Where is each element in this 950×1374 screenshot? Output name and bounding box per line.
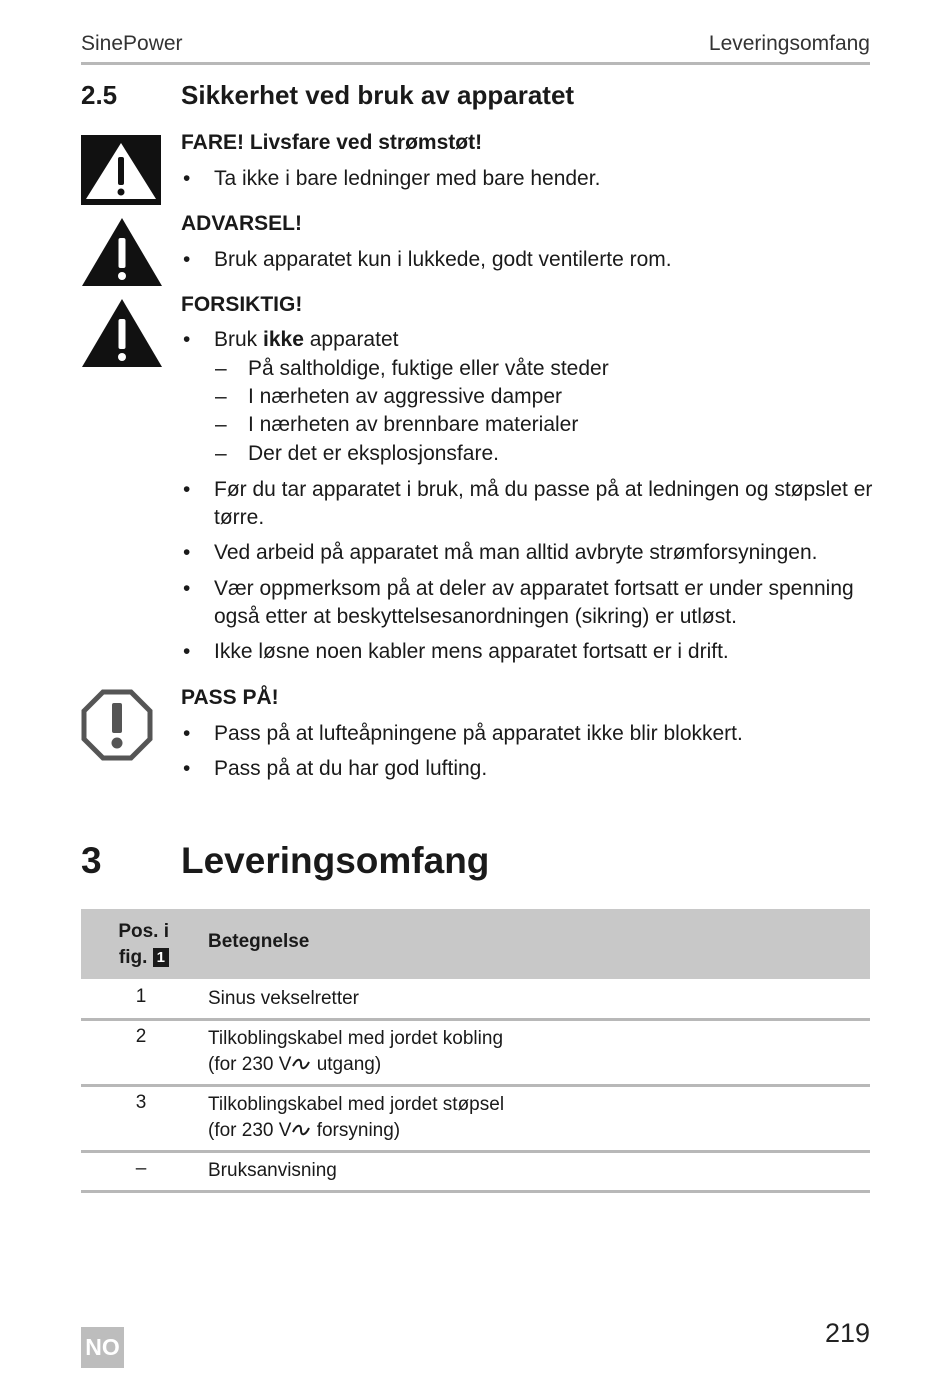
notice-item: Pass på at du har god lufting.	[214, 757, 488, 780]
table-row-rule	[81, 1018, 870, 1021]
caution-first-item-pre: Bruk	[214, 328, 264, 351]
caution-item-line: også etter at beskyttelsesanordningen (sikring) er utløst.	[214, 605, 737, 628]
ac-tilde-icon	[291, 1058, 311, 1070]
subitem-dash: –	[215, 385, 227, 408]
warning-triangle-icon	[81, 216, 163, 293]
table-row-rule	[81, 1190, 870, 1193]
table-row-rule	[81, 1150, 870, 1153]
page-number: 219	[824, 1318, 870, 1348]
caution-bullet: •	[183, 640, 191, 663]
danger-title: FARE! Livsfare ved strømstøt!	[181, 131, 483, 154]
caution-subitem: I nærheten av aggressive damper	[248, 385, 563, 408]
subitem-dash: –	[215, 442, 227, 465]
ac-tilde-icon	[291, 1124, 311, 1136]
description-line-ac	[208, 1118, 504, 1144]
notice-bullet: •	[183, 757, 191, 780]
caution-triangle-icon	[81, 297, 163, 374]
notice-item: Pass på at lufteåpningene på apparatet ikke blir blokkert.	[214, 722, 743, 745]
table-cell-description	[208, 1092, 504, 1144]
caution-subitem: På saltholdige, fuktige eller våte steder	[248, 357, 609, 380]
caution-item-line: Vær oppmerksom på at deler av apparatet fortsatt er under spenning	[214, 577, 854, 600]
danger-bullet: •	[183, 167, 191, 190]
caution-item-line: tørre.	[214, 506, 265, 529]
description-line-pre: (for 230 V	[208, 1120, 292, 1141]
notice-octagon-icon	[81, 689, 153, 766]
warning-bullet: •	[183, 248, 191, 271]
caution-subitem: I nærheten av brennbare materialer	[248, 413, 579, 436]
caution-first-item-bold: ikke	[263, 328, 304, 351]
header-pos-fig-label: fig.	[118, 947, 148, 968]
header-rule	[81, 62, 870, 65]
table-row-rule	[81, 1084, 870, 1087]
figure-reference-badge: 1	[153, 948, 169, 967]
chapter-number: 3	[81, 840, 102, 881]
header-pos-line1: Pos. i	[118, 921, 169, 942]
table-cell-position: 3	[135, 1092, 147, 1113]
table-header-description: Betegnelse	[208, 931, 310, 952]
table-cell-description: Bruksanvisning	[208, 1160, 337, 1181]
header-pos-line2	[81, 945, 169, 971]
warning-title: ADVARSEL!	[181, 212, 302, 235]
section-title: Sikkerhet ved bruk av apparatet	[181, 80, 575, 110]
caution-title: FORSIKTIG!	[181, 293, 303, 316]
table-cell-description	[208, 1026, 503, 1078]
notice-title: PASS PÅ!	[181, 686, 279, 709]
notice-bullet: •	[183, 722, 191, 745]
description-line-ac	[208, 1052, 503, 1078]
section-number: 2.5	[81, 80, 118, 110]
table-header-position	[81, 919, 169, 971]
subitem-dash: –	[215, 413, 227, 436]
warning-triangle-boxed-icon	[81, 135, 161, 210]
subitem-dash: –	[215, 357, 227, 380]
header-chapter-name: Leveringsomfang	[708, 32, 870, 55]
table-header	[81, 909, 870, 979]
caution-bullet: •	[183, 328, 191, 351]
description-line-post: forsyning)	[311, 1120, 401, 1141]
caution-item-line: Ikke løsne noen kabler mens apparatet fortsatt er i drift.	[214, 640, 729, 663]
language-badge: NO	[81, 1327, 124, 1368]
description-line-pre: (for 230 V	[208, 1054, 292, 1075]
chapter-title: Leveringsomfang	[181, 840, 490, 881]
table-cell-position: –	[135, 1158, 147, 1179]
caution-item-line: Ved arbeid på apparatet må man alltid avbryte strømforsyningen.	[214, 541, 818, 564]
description-line: Tilkoblingskabel med jordet støpsel	[208, 1094, 505, 1115]
caution-bullet: •	[183, 577, 191, 600]
caution-first-item-post: apparatet	[303, 328, 399, 351]
table-cell-position: 2	[135, 1026, 147, 1047]
table-cell-position: 1	[135, 986, 147, 1007]
caution-bullet: •	[183, 541, 191, 564]
danger-item: Ta ikke i bare ledninger med bare hender.	[214, 167, 601, 190]
description-line: Tilkoblingskabel med jordet kobling	[208, 1028, 504, 1049]
caution-item-line: Før du tar apparatet i bruk, må du passe på at ledningen og støpslet er	[214, 478, 873, 501]
header-product-name: SinePower	[81, 32, 183, 55]
description-line-post: utgang)	[311, 1054, 382, 1075]
caution-bullet: •	[183, 478, 191, 501]
caution-first-item	[214, 328, 398, 352]
table-cell-description: Sinus vekselretter	[208, 988, 360, 1009]
warning-item: Bruk apparatet kun i lukkede, godt ventilerte rom.	[214, 248, 672, 271]
caution-subitem: Der det er eksplosjonsfare.	[248, 442, 499, 465]
